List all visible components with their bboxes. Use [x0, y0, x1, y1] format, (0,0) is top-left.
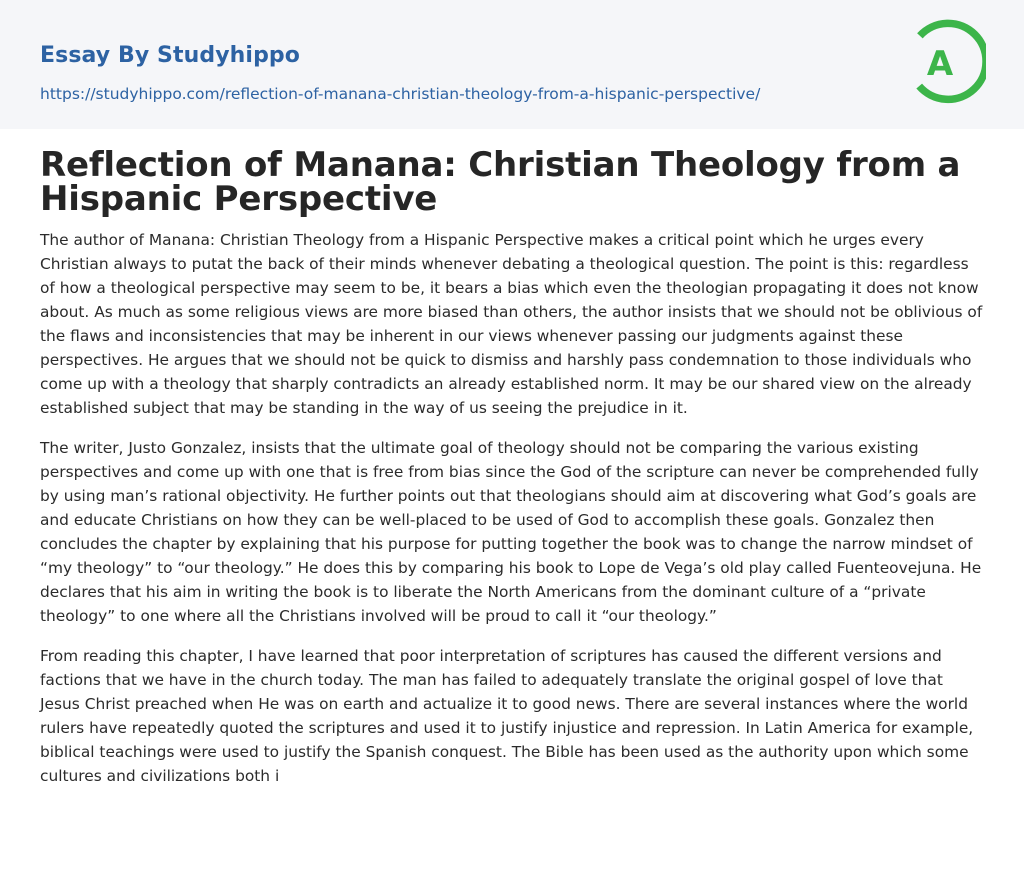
article	[40, 145, 986, 788]
page-title: Reflection of Manana: Christian Theology from a Hispanic Perspective	[40, 145, 961, 219]
site-name[interactable]: Essay By Studyhippo	[40, 43, 300, 68]
studyhippo-logo-icon[interactable]	[912, 19, 986, 105]
page-url-link[interactable]: https://studyhippo.com/reflection-of-manana-christian-theology-from-a-hispanic-perspective/	[40, 85, 761, 103]
article-paragraph-1: The author of Manana: Christian Theology from a Hispanic Perspective makes a critical point which he urges every Christian always to putat the back of their minds whenever debating a theological question. The point is this: regardless of how a theological perspective may seem to be, it bears a bias which even the theologian propagating it does not know about. As much as some religious views are more biased than others, the author insists that we should not be oblivious of the flaws and inconsistencies that may be inherent in our views whenever passing our judgments against these perspectives. He argues that we should not be quick to dismiss and harshly pass condemnation to those individuals who come up with a theology that sharply contradicts an already established norm. It may be our shared view on the already established subject that may be standing in the way of us seeing the prejudice in it.	[40, 231, 983, 417]
article-paragraph-3: From reading this chapter, I have learned that poor interpretation of scriptures has caused the different versions and factions that we have in the church today. The man has failed to adequately translate the original gospel of love that Jesus Christ preached when He was on earth and actualize it to good news. There are several instances where the world rulers have repeatedly quoted the scriptures and used it to justify injustice and repression. In Latin America for example, biblical teachings were used to justify the Spanish conquest. The Bible has been used as the authority upon which some cultures and civilizations both i	[40, 647, 974, 785]
svg-text:A: A	[926, 44, 954, 84]
site-header	[0, 0, 1024, 129]
article-paragraph-2: The writer, Justo Gonzalez, insists that the ultimate goal of theology should not be comparing the various existing perspectives and come up with one that is free from bias since the God of the scripture can never be comprehended fully by using man’s rational objectivity. He further points out that theologians should aim at discovering what God’s goals are and educate Christians on how they can be well-placed to be used of God to accomplish these goals. Gonzalez then concludes the chapter by explaining that his purpose for putting together the book was to change the narrow mindset of “my theology” to “our theology.” He does this by comparing his book to Lope de Vega’s old play called Fuenteovejuna. He declares that his aim in writing the book is to liberate the North Americans from the dominant culture of a “private theology” to one where all the Christians involved will be proud to call it “our theology.”	[40, 439, 982, 625]
